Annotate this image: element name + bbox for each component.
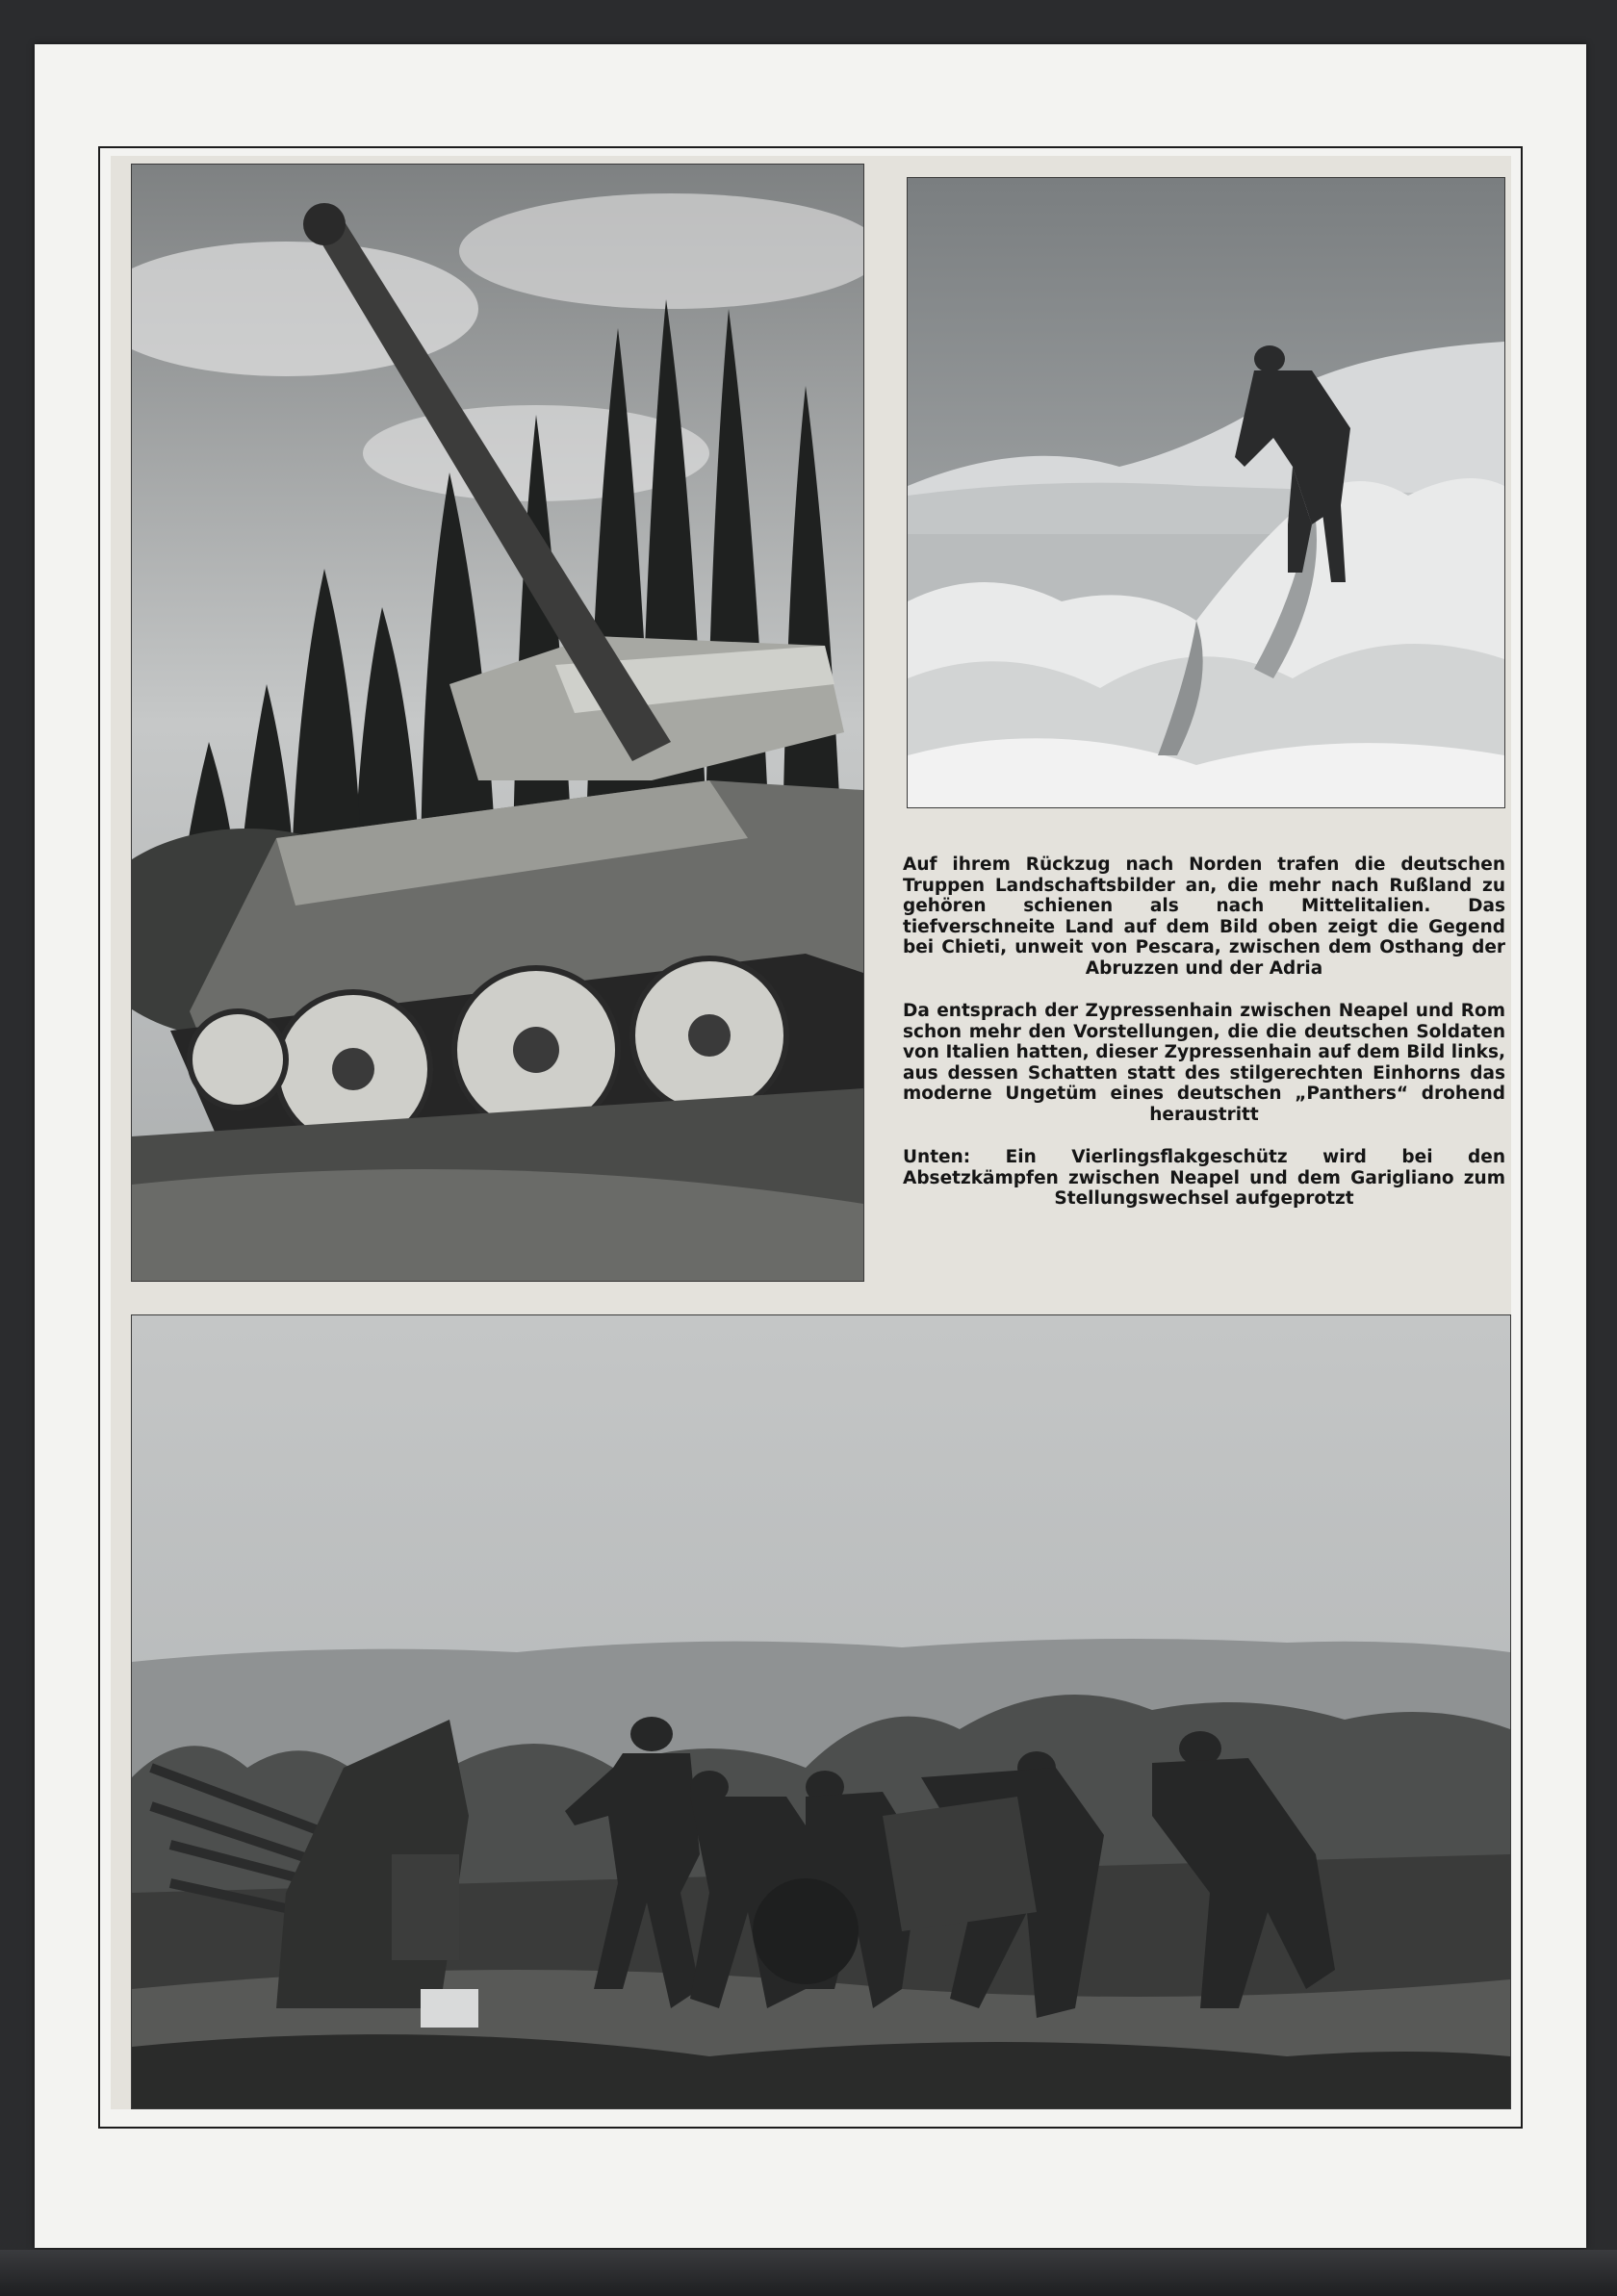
- photo-panther-tank: [131, 164, 864, 1282]
- caption-paragraph-rueckzug: Auf ihrem Rückzug nach Norden trafen die deutschen Truppen Landschaftsbilder an, die mehr nach Rußland zu gehören schienen als nach Mittelitalien. Das tiefverschneite Land auf dem Bild oben zeigt die Gegend bei Chieti, unweit von Pescara, zwischen dem Osthang der Abruzzen und der Adria: [903, 855, 1505, 979]
- photo-flak-gun-crew: [131, 1314, 1511, 2109]
- caption-block: [903, 855, 1505, 1232]
- album-binding-strip: [0, 2250, 1617, 2296]
- caption-paragraph-zypressenhain: Da entsprach der Zypressenhain zwischen Neapel und Rom schon mehr den Vorstellungen, die die deutschen Soldaten von Italien hatten, dieser Zypressenhain auf dem Bild links, aus dessen Schatten statt des stilgerechten Einhorns das moderne Ungetüm eines deutschen „Panthers“ drohend heraustritt: [903, 1001, 1505, 1125]
- photo-snow-landscape: [907, 177, 1505, 808]
- caption-paragraph-unten: Unten: Ein Vierlingsflakgeschütz wird bei den Absetzkämpfen zwischen Neapel und dem Garigliano zum Stellungswechsel aufgeprotzt: [903, 1147, 1505, 1209]
